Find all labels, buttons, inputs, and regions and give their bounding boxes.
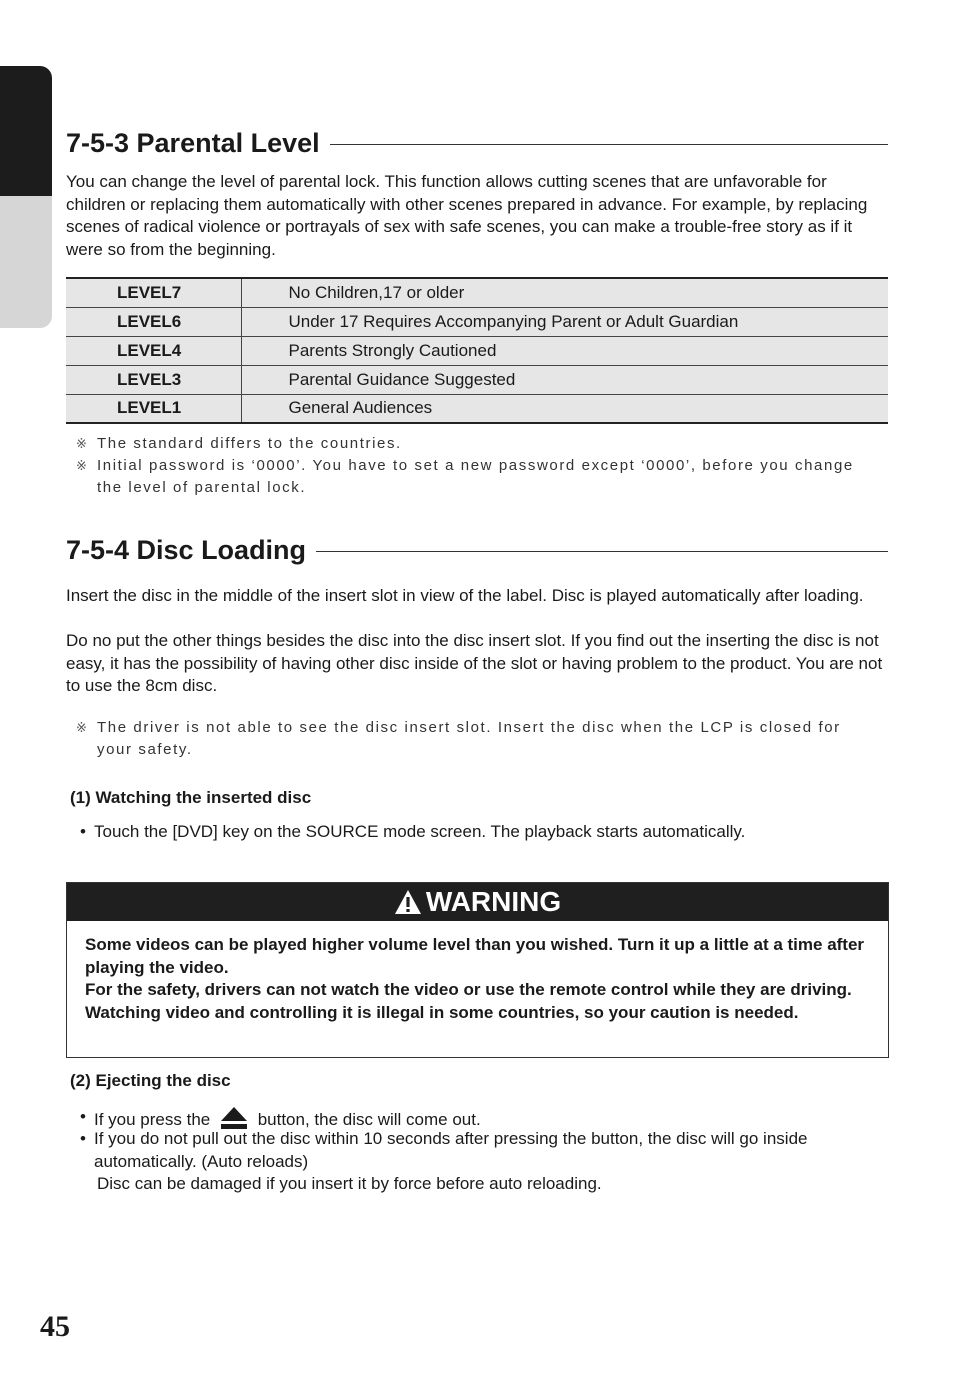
level-cell: LEVEL4 [66,336,241,365]
parental-level-title: 7-5-3 Parental Level [66,128,320,158]
note-mark: ※ [76,458,87,473]
level-cell: LEVEL6 [66,307,241,336]
disc-note [76,717,881,761]
watching-bullet [80,821,890,844]
parental-note-1 [76,433,876,455]
disc-para-2: Do no put the other things besides the disc into the disc insert slot. If you find out the inserting the disc is not easy, it has the possibility of having other disc inside of the slot or having problem to the product. You are not to use the 8cm disc. [66,631,883,695]
warning-box [66,882,889,1058]
note-text: The standard differs to the countries. [97,435,402,452]
level-description: No Children,17 or older [241,278,888,307]
table-row [66,278,888,307]
disc-loading-title: 7-5-4 Disc Loading [66,535,307,565]
bullet-mark: • [80,822,86,841]
watching-subheading: (1) Watching the inserted disc [70,788,312,807]
warning-header [67,883,888,921]
parental-intro: You can change the level of parental lock. This function allows cutting scenes that are unfavorable for children or replacing them automatically with other scenes prepared in advance. For example, by replacing scenes of radical violence or portrayals of sex with safe scenes, you can make a trouble-free story as if it were so from the beginning. [66,172,868,259]
eject-continuation: Disc can be damaged if you insert it by force before auto reloading. [97,1174,602,1193]
bullet-mark: • [80,1129,86,1148]
eject-bullet-1-after: button, the disc will come out. [257,1110,481,1129]
warning-triangle-icon [394,889,422,915]
bullet-text: Touch the [DVD] key on the SOURCE mode screen. The playback starts automatically. [94,822,746,841]
level-cell: LEVEL7 [66,278,241,307]
parental-level-table [66,277,888,424]
warning-title: WARNING [425,886,562,917]
table-row [66,336,888,365]
warning-line-2: For the safety, drivers can not watch the video or use the remote control while they are driving. Watching video and controlling it is illegal in some countries, so your caution is needed. [85,980,852,1022]
chapter-tab-dark [0,66,52,196]
note-text: Initial password is ‘0000’. You have to set a new password except ‘0000’, before you change the level of parental lock. [97,457,854,496]
eject-bullet-1-before: If you press the [94,1110,211,1129]
level-description: General Audiences [241,394,888,423]
table-row [66,365,888,394]
level-description: Under 17 Requires Accompanying Parent or Adult Guardian [241,307,888,336]
level-description: Parents Strongly Cautioned [241,336,888,365]
eject-bullet-2 [80,1128,890,1173]
note-mark: ※ [76,720,87,735]
note-mark: ※ [76,436,87,451]
warning-line-1: Some videos can be played higher volume level than you wished. Turn it up a little at a time after playing the video. [85,935,865,977]
bullet-text: If you do not pull out the disc within 10 seconds after pressing the button, the disc will go inside automatically. (Auto reloads) [94,1129,808,1171]
level-description: Parental Guidance Suggested [241,365,888,394]
disc-loading-heading [66,535,888,566]
parental-note-2 [76,455,876,499]
note-text: The driver is not able to see the disc insert slot. Insert the disc when the LCP is closed for your safety. [97,719,841,758]
warning-body [67,921,888,1024]
level-cell: LEVEL1 [66,394,241,423]
page-number: 45 [40,1310,70,1343]
heading-rule [316,551,888,552]
eject-icon [219,1106,249,1130]
level-cell: LEVEL3 [66,365,241,394]
bullet-mark: • [80,1107,86,1126]
disc-para-1: Insert the disc in the middle of the insert slot in view of the label. Disc is played automatically after loading. [66,586,864,605]
eject-subheading: (2) Ejecting the disc [70,1071,231,1090]
chapter-tab-light [0,196,52,328]
parental-level-heading [66,128,888,159]
heading-rule [330,144,888,145]
table-row [66,394,888,423]
table-row [66,307,888,336]
